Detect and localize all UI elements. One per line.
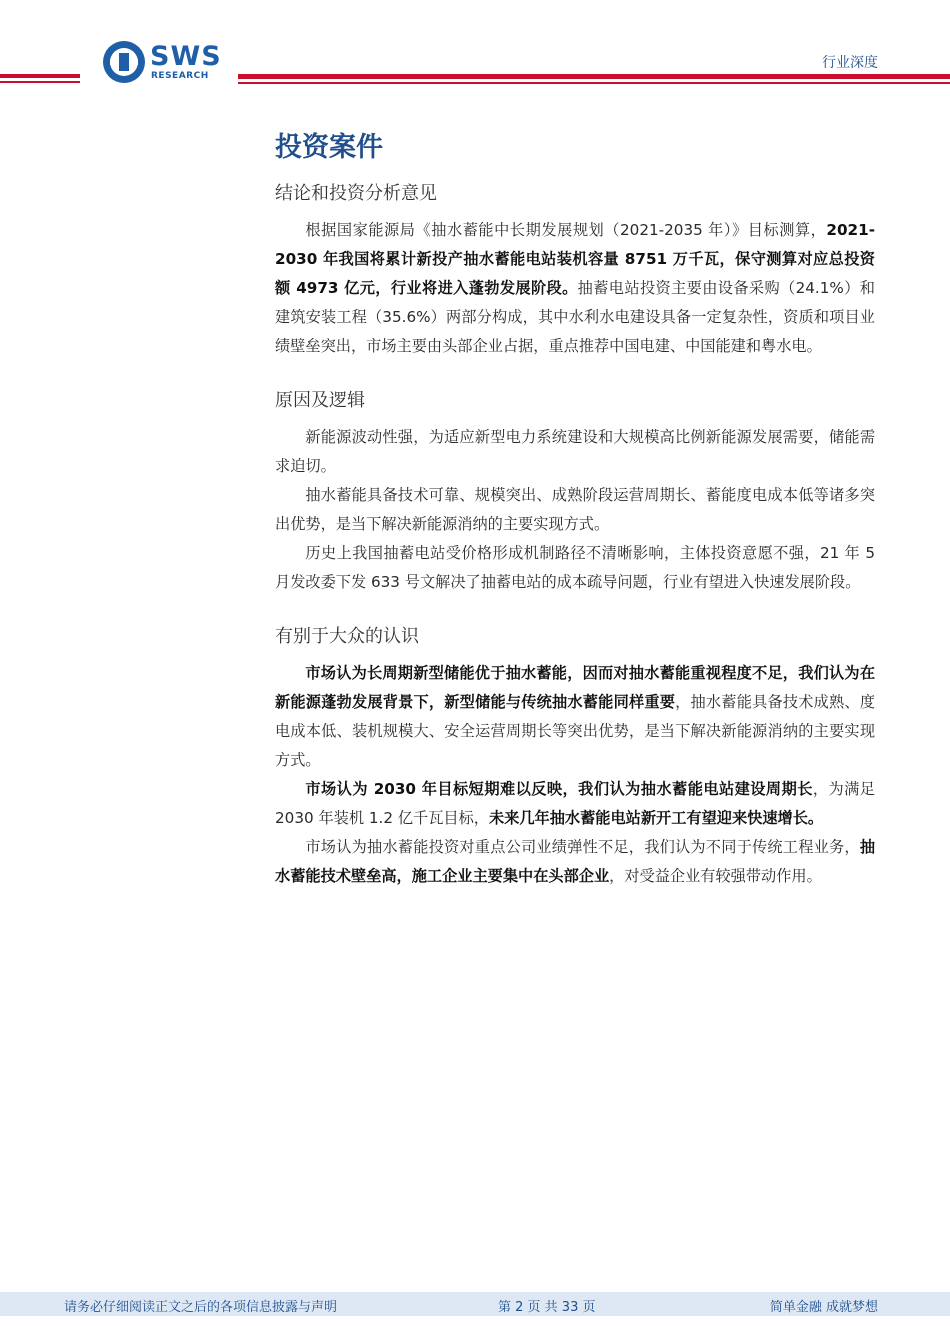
footer-page-number: 第 2 页 共 33 页	[498, 1300, 596, 1315]
text-run: 新能源波动性强，为适应新型电力系统建设和大规模高比例新能源发展需要，储能需求迫切。	[275, 428, 875, 475]
text-run: ，对受益企业有较强带动作用。	[609, 867, 822, 885]
text-run: 根据国家能源局《抽水蓄能中长期发展规划（2021-2035 年）》目标测算，	[305, 221, 827, 239]
body-paragraph	[275, 775, 875, 833]
text-run: 抽水蓄能具备技术可靠、规模突出、成熟阶段运营周期长、蓄能度电成本低等诸多突出优势，是当下解决新能源消纳的主要实现方式。	[275, 486, 875, 533]
text-run: 抽蓄电站投资主要由设备采购（24.1%）和建筑安装工程（35.6%）两部分构成，其中水利水电建设具备一定复杂性，资质和项目业绩壁垒突出，市场主要由头部企业占据，重点推荐中国电建、中国能建和粤水电。	[275, 279, 875, 355]
bold-text-run: 抽水蓄能技术壁垒高，施工企业主要集中在头部企业	[275, 838, 875, 885]
sws-logo	[98, 40, 238, 90]
body-paragraph	[275, 539, 875, 597]
bold-text-run: 市场认为长周期新型储能优于抽水蓄能，因而对抽水蓄能重视程度不足，我们认为在新能源蓬勃发展背景下，新型储能与传统抽水蓄能同样重要	[275, 664, 875, 711]
footer-bar	[0, 1292, 950, 1316]
bold-text-run: 未来几年抽水蓄能电站新开工有望迎来快速增长。	[488, 809, 824, 827]
document-type-label: 行业深度	[822, 55, 878, 71]
logo-text: SWS	[150, 41, 222, 72]
sections-container	[275, 180, 875, 891]
sws-logo-mark-icon	[102, 40, 146, 84]
logo-subtext: RESEARCH	[151, 71, 209, 81]
header-rule-right	[238, 74, 950, 79]
section-gap	[275, 597, 875, 623]
text-run: 市场认为抽水蓄能投资对重点公司业绩弹性不足，我们认为不同于传统工程业务，	[305, 838, 860, 856]
body-paragraph	[275, 481, 875, 539]
header-rule-left	[0, 74, 80, 78]
footer-slogan: 简单金融 成就梦想	[769, 1300, 878, 1315]
body-paragraph	[275, 423, 875, 481]
footer-disclaimer: 请务必仔细阅读正文之后的各项信息披露与声明	[64, 1300, 338, 1315]
body-paragraph	[275, 833, 875, 891]
bold-text-run: 市场认为 2030 年目标短期难以反映，我们认为抽水蓄能电站建设周期长	[305, 780, 813, 798]
section-heading: 原因及逻辑	[275, 390, 365, 411]
page-title: 投资案件	[275, 132, 383, 163]
bold-text-run: 2021-2030 年我国将累计新投产抽水蓄能电站装机容量 8751 万千瓦，保守测算对应总投资额 4973 亿元，行业将进入蓬勃发展阶段。	[275, 221, 875, 297]
header-rule-left-thin	[0, 81, 80, 83]
header-rule-right-thin	[238, 82, 950, 84]
main-content	[275, 128, 875, 891]
body-paragraph	[275, 659, 875, 775]
section-gap	[275, 361, 875, 387]
text-run: 历史上我国抽蓄电站受价格形成机制路径不清晰影响，主体投资意愿不强，21 年 5 月发改委下发 633 号文解决了抽蓄电站的成本疏导问题，行业有望进入快速发展阶段。	[275, 544, 875, 591]
text-run: ，为满足 2030 年装机 1.2 亿千瓦目标，	[275, 780, 875, 827]
section-heading: 结论和投资分析意见	[275, 183, 437, 204]
text-run: ，抽水蓄能具备技术成熟、度电成本低、装机规模大、安全运营周期长等突出优势，是当下解决新能源消纳的主要实现方式。	[275, 693, 876, 769]
body-paragraph	[275, 216, 875, 361]
section-heading: 有别于大众的认识	[275, 626, 419, 647]
